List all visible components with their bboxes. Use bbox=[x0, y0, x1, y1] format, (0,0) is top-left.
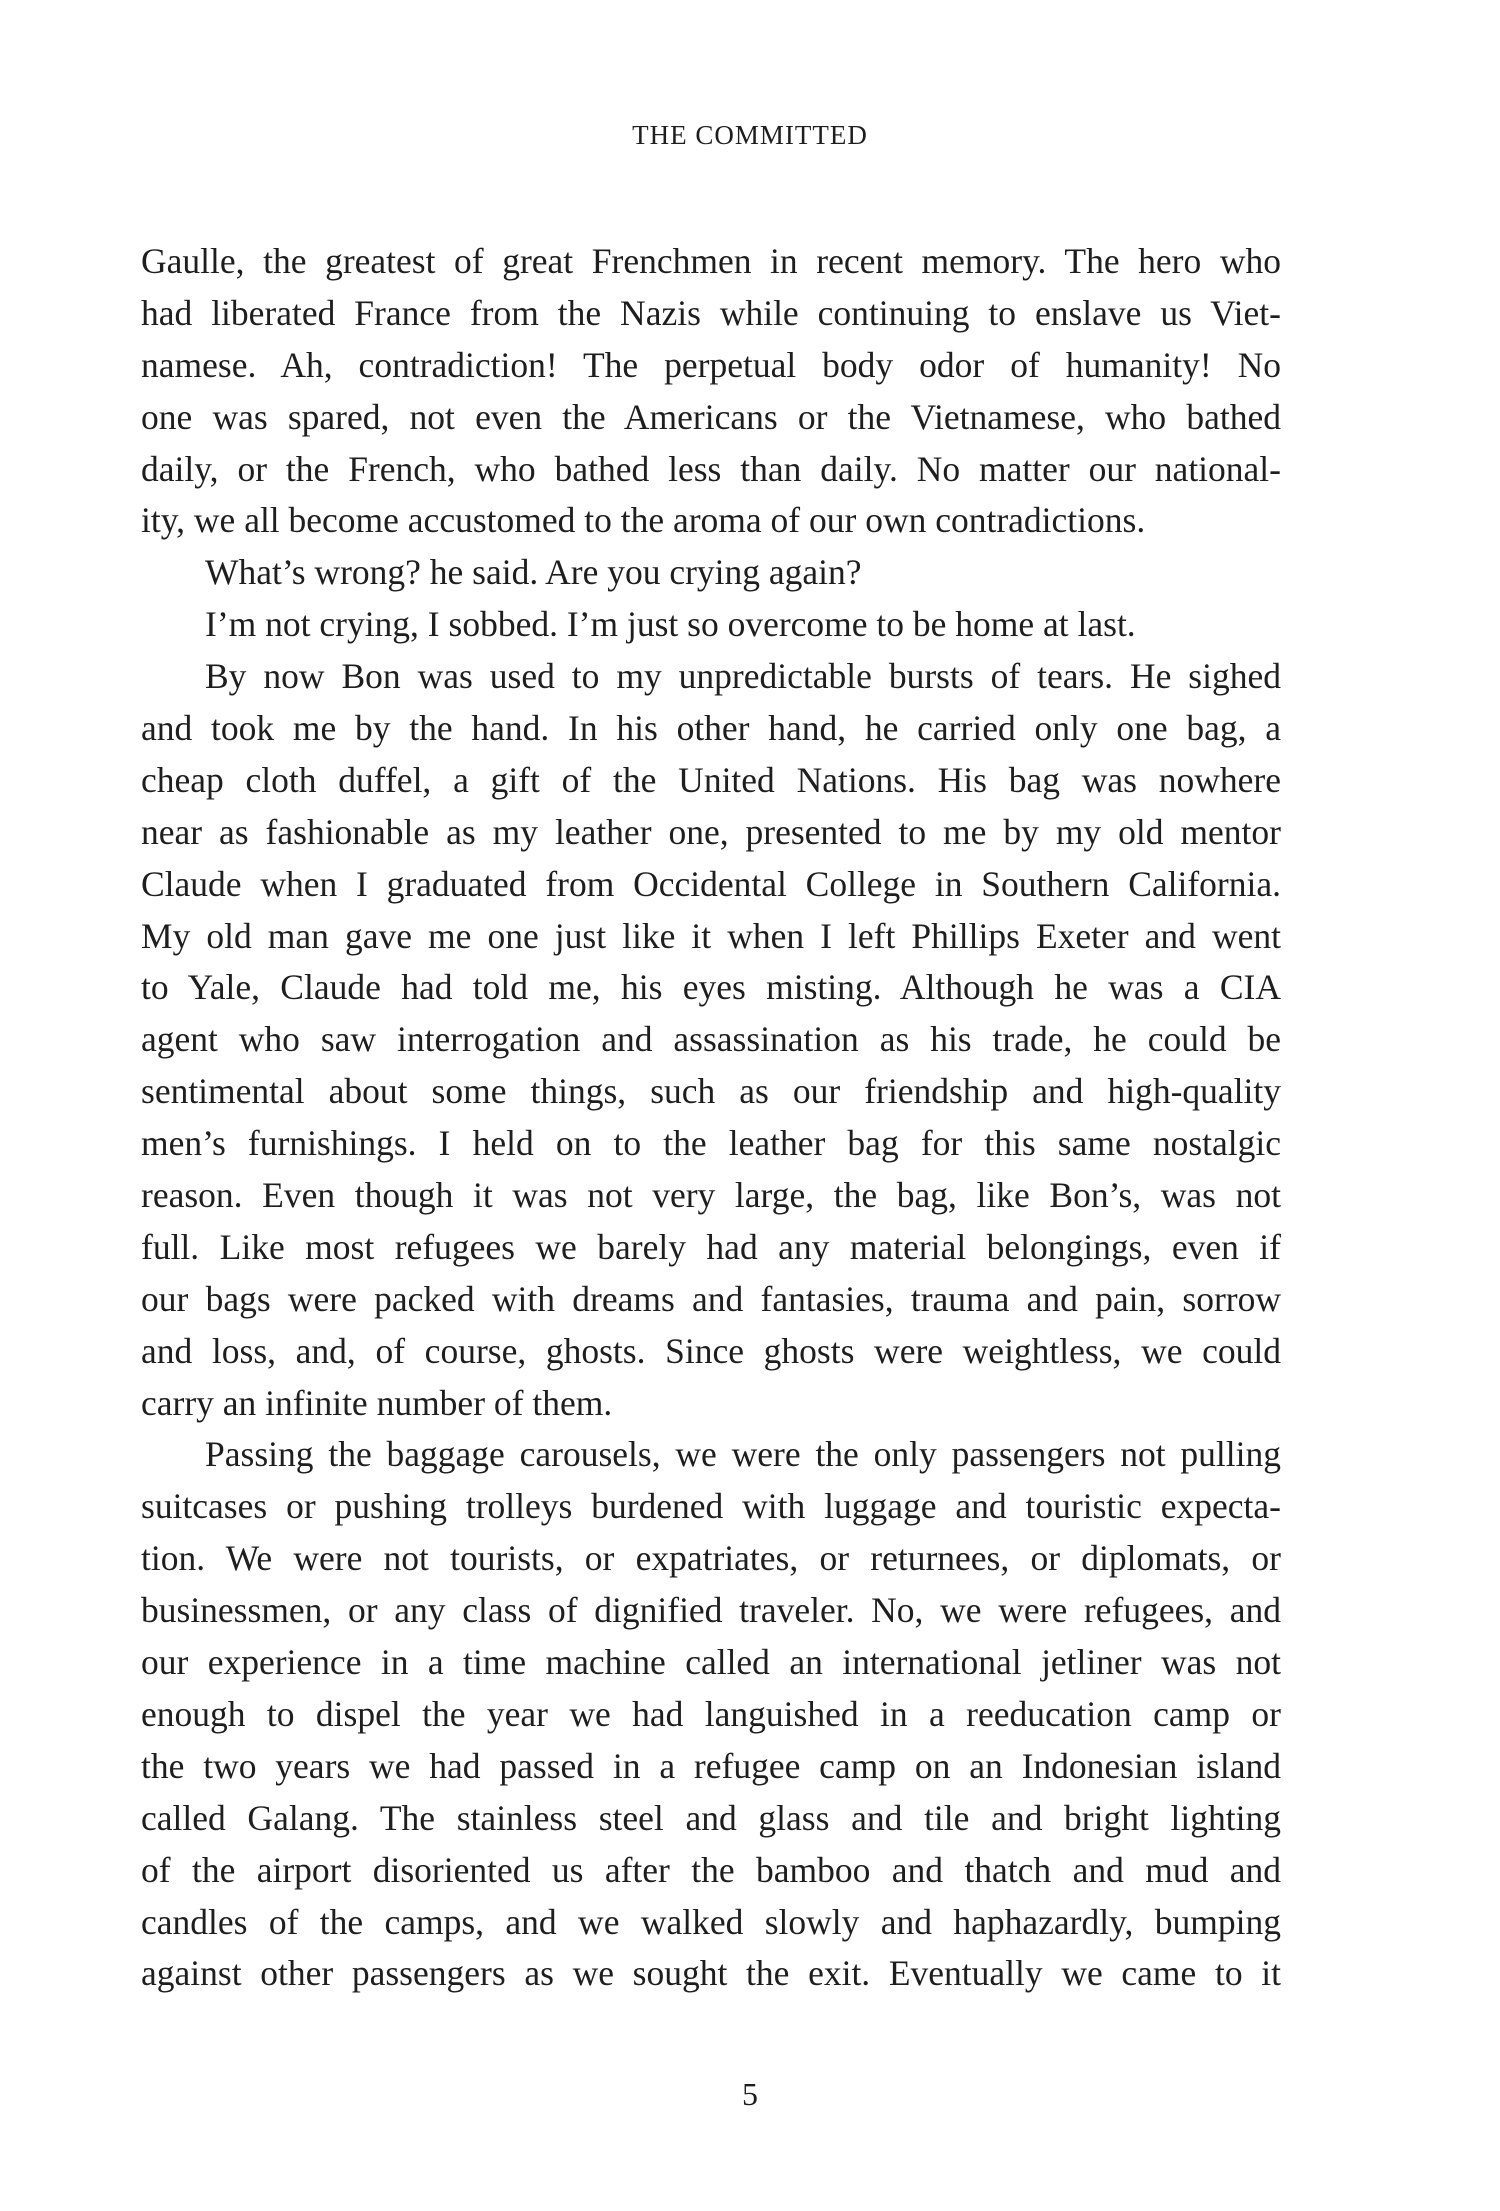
text-line: reason. Even though it was not very large, the bag, like Bon’s, was not bbox=[141, 1175, 1281, 1216]
text-line: What’s wrong? he said. Are you crying again? bbox=[205, 552, 862, 593]
text-line: men’s furnishings. I held on to the leather bag for this same nostalgic bbox=[141, 1123, 1281, 1164]
text-line: businessmen, or any class of dignified traveler. No, we were refugees, and bbox=[141, 1590, 1281, 1631]
running-header: THE COMMITTED bbox=[632, 120, 868, 150]
text-line: our bags were packed with dreams and fantasies, trauma and pain, sorrow bbox=[141, 1278, 1281, 1319]
text-line: our experience in a time machine called an international jetliner was not bbox=[141, 1642, 1281, 1683]
text-line: enough to dispel the year we had languished in a reeducation camp or bbox=[141, 1693, 1281, 1734]
text-line: I’m not crying, I sobbed. I’m just so overcome to be home at last. bbox=[205, 604, 1136, 645]
text-line: against other passengers as we sought the exit. Eventually we came to it bbox=[141, 1953, 1281, 1994]
text-line: one was spared, not even the Americans or the Vietnamese, who bathed bbox=[141, 396, 1281, 437]
text-line: full. Like most refugees we barely had any material belongings, even if bbox=[141, 1226, 1281, 1267]
text-line: the two years we had passed in a refugee camp on an Indonesian island bbox=[141, 1745, 1281, 1786]
text-line: called Galang. The stainless steel and glass and tile and bright lighting bbox=[141, 1797, 1281, 1838]
text-line: and took me by the hand. In his other hand, he carried only one bag, a bbox=[141, 708, 1281, 749]
text-line: Claude when I graduated from Occidental College in Southern California. bbox=[141, 863, 1281, 904]
text-line: namese. Ah, contradiction! The perpetual body odor of humanity! No bbox=[141, 344, 1281, 385]
text-line: of the airport disoriented us after the bamboo and thatch and mud and bbox=[141, 1849, 1281, 1890]
text-line: sentimental about some things, such as our friendship and high-quality bbox=[141, 1071, 1281, 1112]
text-line: suitcases or pushing trolleys burdened with luggage and touristic expecta- bbox=[141, 1486, 1281, 1527]
page-number: 5 bbox=[742, 2076, 758, 2112]
text-line: daily, or the French, who bathed less than daily. No matter our national- bbox=[141, 448, 1281, 489]
text-line: My old man gave me one just like it when I left Phillips Exeter and went bbox=[141, 915, 1281, 956]
text-line: agent who saw interrogation and assassination as his trade, he could be bbox=[141, 1019, 1281, 1060]
text-line: near as fashionable as my leather one, presented to me by my old mentor bbox=[141, 811, 1281, 852]
body-text bbox=[141, 236, 1281, 2000]
text-line: Passing the baggage carousels, we were the only passengers not pulling bbox=[205, 1434, 1281, 1475]
text-line: carry an infinite number of them. bbox=[141, 1382, 613, 1423]
text-line: cheap cloth duffel, a gift of the United Nations. His bag was nowhere bbox=[141, 759, 1281, 800]
text-line: to Yale, Claude had told me, his eyes misting. Although he was a CIA bbox=[141, 967, 1281, 1008]
text-line: had liberated France from the Nazis while continuing to enslave us Viet- bbox=[141, 292, 1281, 333]
text-line: ity, we all become accustomed to the aroma of our own contradictions. bbox=[141, 500, 1146, 541]
text-line: and loss, and, of course, ghosts. Since ghosts were weightless, we could bbox=[141, 1330, 1281, 1371]
text-line: By now Bon was used to my unpredictable bursts of tears. He sighed bbox=[205, 656, 1281, 697]
text-line: candles of the camps, and we walked slowly and haphazardly, bumping bbox=[141, 1901, 1281, 1942]
text-line: tion. We were not tourists, or expatriates, or returnees, or diplomats, or bbox=[141, 1538, 1281, 1579]
text-line: Gaulle, the greatest of great Frenchmen in recent memory. The hero who bbox=[141, 241, 1281, 281]
